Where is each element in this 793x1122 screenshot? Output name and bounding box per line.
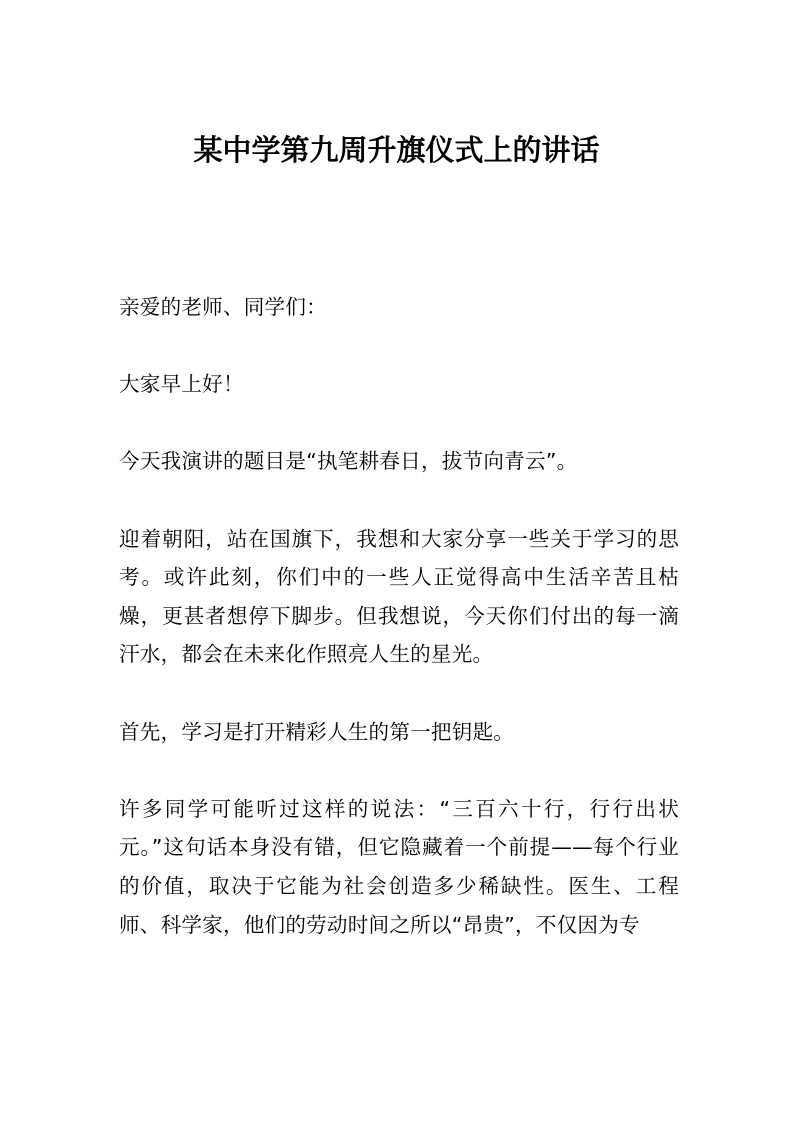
speech-topic-paragraph: 今天我演讲的题目是“执笔耕春日，拔节向青云”。 [119,449,578,474]
first-point-heading-paragraph: 首先，学习是打开精彩人生的第一把钥匙。 [119,719,515,744]
first-point-body-paragraph: 许多同学可能听过这样的说法：“三百六十行，行行出状元。”这句话本身没有错，但它隐藏着一个前提——每个行业的价值，取决于它能为社会创造多少稀缺性。医生、工程师、科学家，他们的劳动时间之所以“昂贵”，不仅因为专 [119,796,679,937]
document-body [119,288,679,983]
greeting-paragraph: 亲爱的老师、同学们： [119,295,327,319]
salutation-paragraph: 大家早上好！ [119,372,244,397]
document-title: 某中学第九周升旗仪式上的讲话 [193,133,600,167]
intro-paragraph: 迎着朝阳，站在国旗下，我想和大家分享一些关于学习的思考。或许此刻，你们中的一些人正觉得高中生活辛苦且枯燥，更甚者想停下脚步。但我想说，今天你们付出的每一滴汗水，都会在未来化作照亮人生的星光。 [119,526,679,667]
